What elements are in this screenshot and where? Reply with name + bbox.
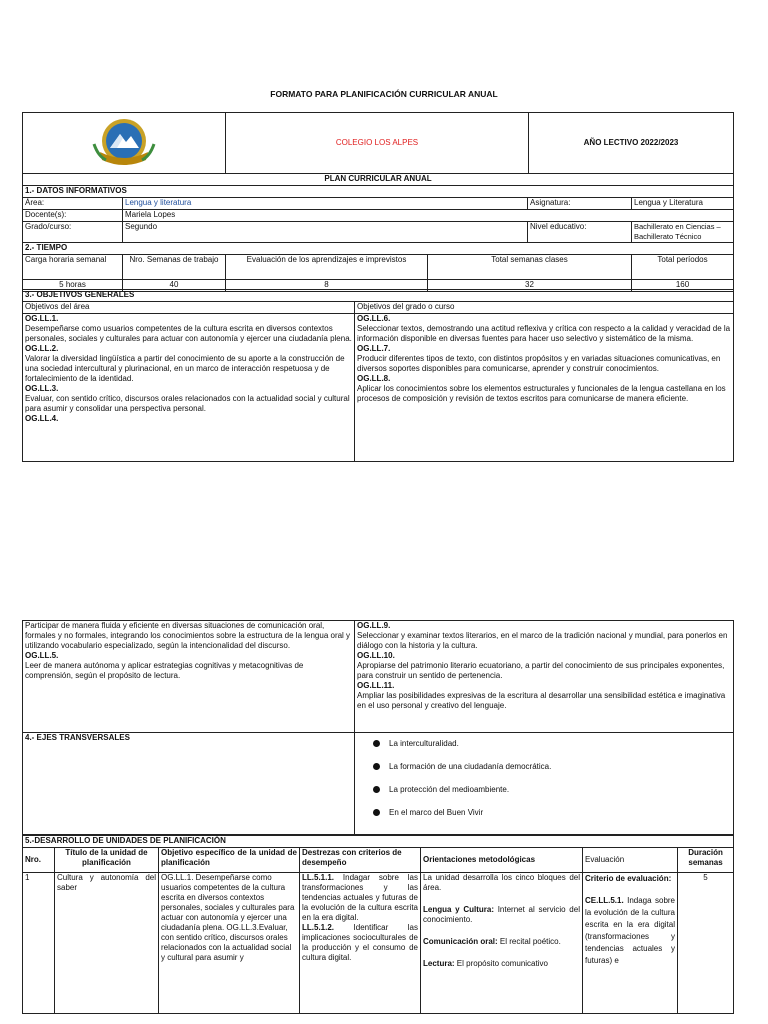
eje-item: La protección del medioambiente.	[371, 785, 733, 795]
unidades-header: Evaluación	[583, 848, 678, 873]
tiempo-value: 8	[226, 280, 428, 292]
plan-title: PLAN CURRICULAR ANUAL	[23, 174, 734, 186]
objetivos-grado-header: Objetivos del grado o curso	[355, 302, 734, 314]
skill-code: LL.5.1.1.	[302, 873, 335, 882]
section-unidades: 5.-DESARROLLO DE UNIDADES DE PLANIFICACIÓN	[23, 836, 734, 848]
skill-code: LL.5.1.2.	[302, 923, 335, 932]
logo-cell	[23, 113, 226, 174]
eje-item: En el marco del Buen Vivir	[371, 808, 733, 818]
objective-text: Ampliar las posibilidades expresivas de la escritura al desarrollar una sensibilidad estética e imaginativa en el uso personal y creativo del lenguaje.	[357, 691, 726, 710]
ejes-cell	[355, 733, 734, 835]
objective-text: Leer de manera autónoma y aplicar estrategias cognitivas y metacognitivas de comprensión, según el propósito de lectura.	[25, 661, 304, 680]
unit-objective: OG.LL.1. Desempeñarse como usuarios competentes de la cultura escrita en diversos contextos personales, sociales y culturales para actuar con autonomía y ejercer una ciudadanía plena. OG.LL.3.Evaluar, con sentido crítico, discursos orales relacionados con la actualidad social y cultural para asumir y	[159, 873, 300, 1014]
objective-code: OG.LL.3.	[25, 384, 59, 393]
unit-title: Cultura y autonomía del saber	[55, 873, 159, 1014]
unidades-header: Duración semanas	[678, 848, 734, 873]
nivel-value: Bachillerato en Ciencias – Bachillerato Técnico	[632, 222, 734, 243]
nivel-label: Nivel educativo:	[528, 222, 632, 243]
school-logo	[90, 114, 158, 172]
docente-value: Mariela Lopes	[123, 210, 734, 222]
grado-label: Grado/curso:	[23, 222, 123, 243]
objective-text: Evaluar, con sentido crítico, discursos orales relacionados con la actualidad social y cultural para asumir y consolidar una perspectiva personal.	[25, 394, 350, 413]
tiempo-value: 5 horas	[23, 280, 123, 292]
area-label: Área:	[23, 198, 123, 210]
header-table	[22, 112, 734, 174]
methodology-text: Internet al servicio del conocimiento.	[423, 905, 580, 924]
objective-text: Valorar la diversidad lingüística a partir del conocimiento de su aporte a la construcción de una sociedad intercultural y plurinacional, en un marco de interacción respetuosa y de fortalecimiento de la identidad.	[25, 354, 345, 383]
objective-code: OG.LL.8.	[357, 374, 391, 383]
unit-duration: 5	[678, 873, 734, 1014]
school-name: COLEGIO LOS ALPES	[226, 113, 529, 174]
objective-text: Producir diferentes tipos de texto, con distintos propósitos y en variadas situaciones comunicativas, en diversos soportes disponibles para comunicarse, aprender y construir conocimientos.	[357, 354, 721, 373]
section-tiempo: 2.- TIEMPO	[23, 243, 734, 255]
plan-table	[22, 173, 734, 292]
tiempo-value: 160	[632, 280, 734, 292]
skill-text: Identificar las implicaciones socioculturales de la producción y el consumo de cultura digital.	[302, 923, 418, 962]
objetivos-area-header: Objetivos del área	[23, 302, 355, 314]
objetivos-grado-cont-cell	[355, 621, 734, 733]
objective-code: OG.LL.5.	[25, 651, 59, 660]
objective-text: Desempeñarse como usuarios competentes de la cultura escrita en diversos contextos personales, sociales y culturales para actuar con autonomía y ejercer una ciudadanía plena.	[25, 324, 352, 343]
methodology-label: Lectura:	[423, 959, 455, 968]
document-title: FORMATO PARA PLANIFICACIÓN CURRICULAR ANUAL	[270, 89, 498, 99]
unidades-header: Objetivo específico de la unidad de planificación	[159, 848, 300, 873]
tiempo-header: Nro. Semanas de trabajo	[123, 255, 226, 280]
unidades-header: Destrezas con criterios de desempeño	[300, 848, 421, 873]
ejes-list	[371, 739, 733, 818]
eje-item: La interculturalidad.	[371, 739, 733, 749]
unit-evaluation	[583, 873, 678, 1014]
tiempo-header: Carga horaria semanal	[23, 255, 123, 280]
section-ejes: 4.- EJES TRANSVERSALES	[23, 733, 355, 835]
methodology-text: El recital poético.	[499, 937, 561, 946]
objective-code: OG.LL.6.	[357, 314, 391, 323]
tiempo-header: Total semanas clases	[428, 255, 632, 280]
unit-number: 1	[23, 873, 55, 1014]
objective-code: OG.LL.2.	[25, 344, 59, 353]
objetivos-area-cell	[23, 314, 355, 462]
area-value: Lengua y literatura	[123, 198, 528, 210]
evaluation-code: CE.LL.5.1.	[585, 896, 624, 905]
unit-methodology	[421, 873, 583, 1014]
tiempo-header: Evaluación de los aprendizajes e imprevistos	[226, 255, 428, 280]
methodology-label: Comunicación oral:	[423, 937, 498, 946]
objective-code: OG.LL.10.	[357, 651, 395, 660]
asignatura-value: Lengua y Literatura	[632, 198, 734, 210]
objective-text: Seleccionar y examinar textos literarios, en el marco de la tradición nacional y mundial, para ponerlos en diálogo con la historia y la cultura.	[357, 631, 728, 650]
objective-text: Aplicar los conocimientos sobre los elementos estructurales y funcionales de la lengua castellana en los procesos de composición y revisión de textos escritos para comunicarse de manera eficiente.	[357, 384, 726, 403]
objetivos-area-cont-cell	[23, 621, 355, 733]
tiempo-header: Total períodos	[632, 255, 734, 280]
section-objetivos: 3.- OBJETIVOS GENERALES	[23, 290, 734, 302]
unidades-header: Nro.	[23, 848, 55, 873]
tiempo-value: 40	[123, 280, 226, 292]
objetivos-grado-cell	[355, 314, 734, 462]
objective-text: Participar de manera fluida y eficiente en diversas situaciones de comunicación oral, formales y no formales, integrando los conocimientos sobre la estructura de la lengua oral y utilizando vocabulario especializado, según la intencionalidad del discurso.	[25, 621, 351, 650]
tiempo-value: 32	[428, 280, 632, 292]
objective-text: Seleccionar textos, demostrando una actitud reflexiva y crítica con respecto a la calidad y veracidad de la información disponible en diversas fuentes para hacer uso selectivo y sistemático de la misma.	[357, 324, 731, 343]
methodology-text: El propósito comunicativo	[456, 959, 548, 968]
objective-code: OG.LL.9.	[357, 621, 391, 630]
asignatura-label: Asignatura:	[528, 198, 632, 210]
methodology-intro: La unidad desarrolla los cinco bloques del área.	[423, 873, 580, 892]
evaluation-text: Indaga sobre la evolución de la cultura escrita en la era digital (transformaciones y tendencias actuales y futuras) e	[585, 896, 675, 965]
objective-code: OG.LL.7.	[357, 344, 391, 353]
objective-code: OG.LL.11.	[357, 681, 395, 690]
unidades-header: Orientaciones metodológicas	[421, 848, 583, 873]
objective-code: OG.LL.4.	[25, 414, 59, 423]
docente-label: Docente(s):	[23, 210, 123, 222]
objective-text: Apropiarse del patrimonio literario ecuatoriano, a partir del conocimiento de sus principales exponentes, para construir un sentido de pertenencia.	[357, 661, 725, 680]
objetivos-cont-table	[22, 620, 734, 835]
unidades-table	[22, 835, 734, 1014]
section-datos: 1.- DATOS INFORMATIVOS	[23, 186, 734, 198]
objective-code: OG.LL.1.	[25, 314, 59, 323]
grado-value: Segundo	[123, 222, 528, 243]
evaluation-label: Criterio de evaluación:	[585, 874, 672, 883]
objetivos-table	[22, 289, 734, 462]
methodology-label: Lengua y Cultura:	[423, 905, 494, 914]
unit-skills	[300, 873, 421, 1014]
skill-text: Indagar sobre las transformaciones y las tendencias actuales y futuras de la evolución de la cultura escrita en la era digital.	[302, 873, 418, 922]
school-year: AÑO LECTIVO 2022/2023	[529, 113, 734, 174]
eje-item: La formación de una ciudadanía democrática.	[371, 762, 733, 772]
unidades-header: Título de la unidad de planificación	[55, 848, 159, 873]
